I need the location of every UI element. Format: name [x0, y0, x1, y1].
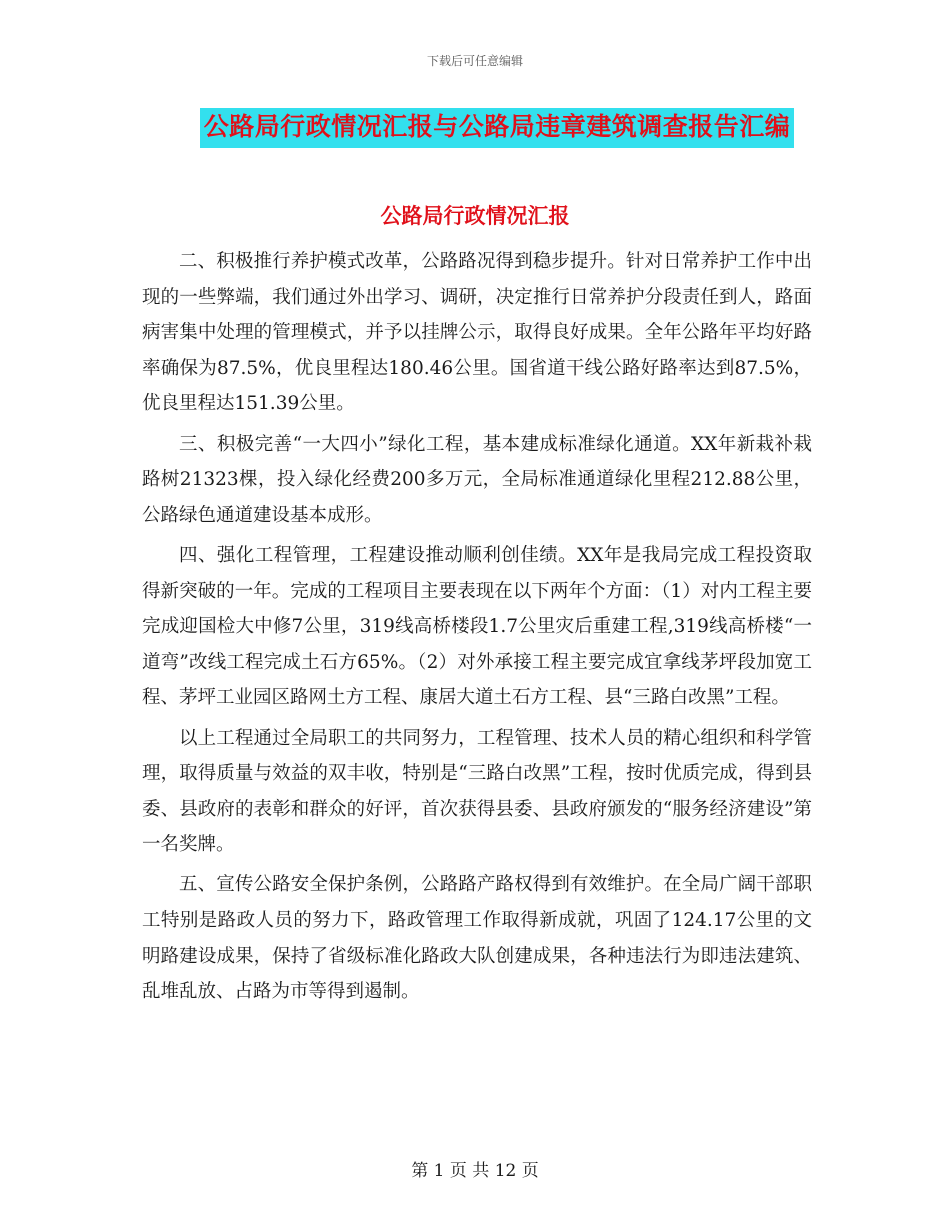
paragraph: 以上工程通过全局职工的共同努力，工程管理、技术人员的精心组织和科学管理，取得质量与效益的双丰收，特别是“三路白改黑”工程，按时优质完成，得到县委、县政府的表彰和群众的好评，首次获得县委、县政府颁发的“服务经济建设”第一名奖牌。 — [142, 727, 812, 856]
document-title: 公路局行政情况汇报与公路局违章建筑调查报告汇编 — [200, 108, 795, 148]
section-title: 公路局行政情况汇报 — [380, 204, 570, 228]
page-footer: 第 1 页 共 12 页 — [411, 1161, 539, 1181]
paragraph: 五、宣传公路安全保护条例，公路路产路权得到有效维护。在全局广阔干部职工特别是路政人员的努力下，路政管理工作取得新成就，巩固了124.17公里的文明路建设成果，保持了省级标准化路政大队创建成果，各种违法行为即违法建筑、乱堆乱放、占路为市等得到遏制。 — [142, 874, 812, 1003]
main-title-container — [0, 108, 950, 148]
paragraph: 四、强化工程管理，工程建设推动顺利创佳绩。XX年是我局完成工程投资取得新突破的一年。完成的工程项目主要表现在以下两年个方面：（1）对内工程主要完成迎国检大中修7公里，319线高桥楼段1.7公里灾后重建工程,319线高桥楼“一道弯”改线工程完成土石方65%。（2）对外承接工程主要完成宜拿线茅坪段加宽工程、茅坪工业园区路网土方工程、康居大道土石方工程、县“三路白改黑”工程。 — [142, 544, 812, 709]
document-body — [142, 244, 812, 1014]
header-note: 下载后可任意编辑 — [426, 54, 523, 68]
paragraph: 三、积极完善“一大四小”绿化工程，基本建成标准绿化通道。XX年新栽补栽路树21323棵，投入绿化经费200多万元，全局标准通道绿化里程212.88公里，公路绿色通道建设基本成形。 — [142, 433, 812, 526]
paragraph: 二、积极推行养护模式改革，公路路况得到稳步提升。针对日常养护工作中出现的一些弊端，我们通过外出学习、调研，决定推行日常养护分段责任到人，路面病害集中处理的管理模式，并予以挂牌公示，取得良好成果。全年公路年平均好路率确保为87.5%，优良里程达180.46公里。国省道干线公路好路率达到87.5%，优良里程达151.39公里。 — [142, 251, 812, 415]
